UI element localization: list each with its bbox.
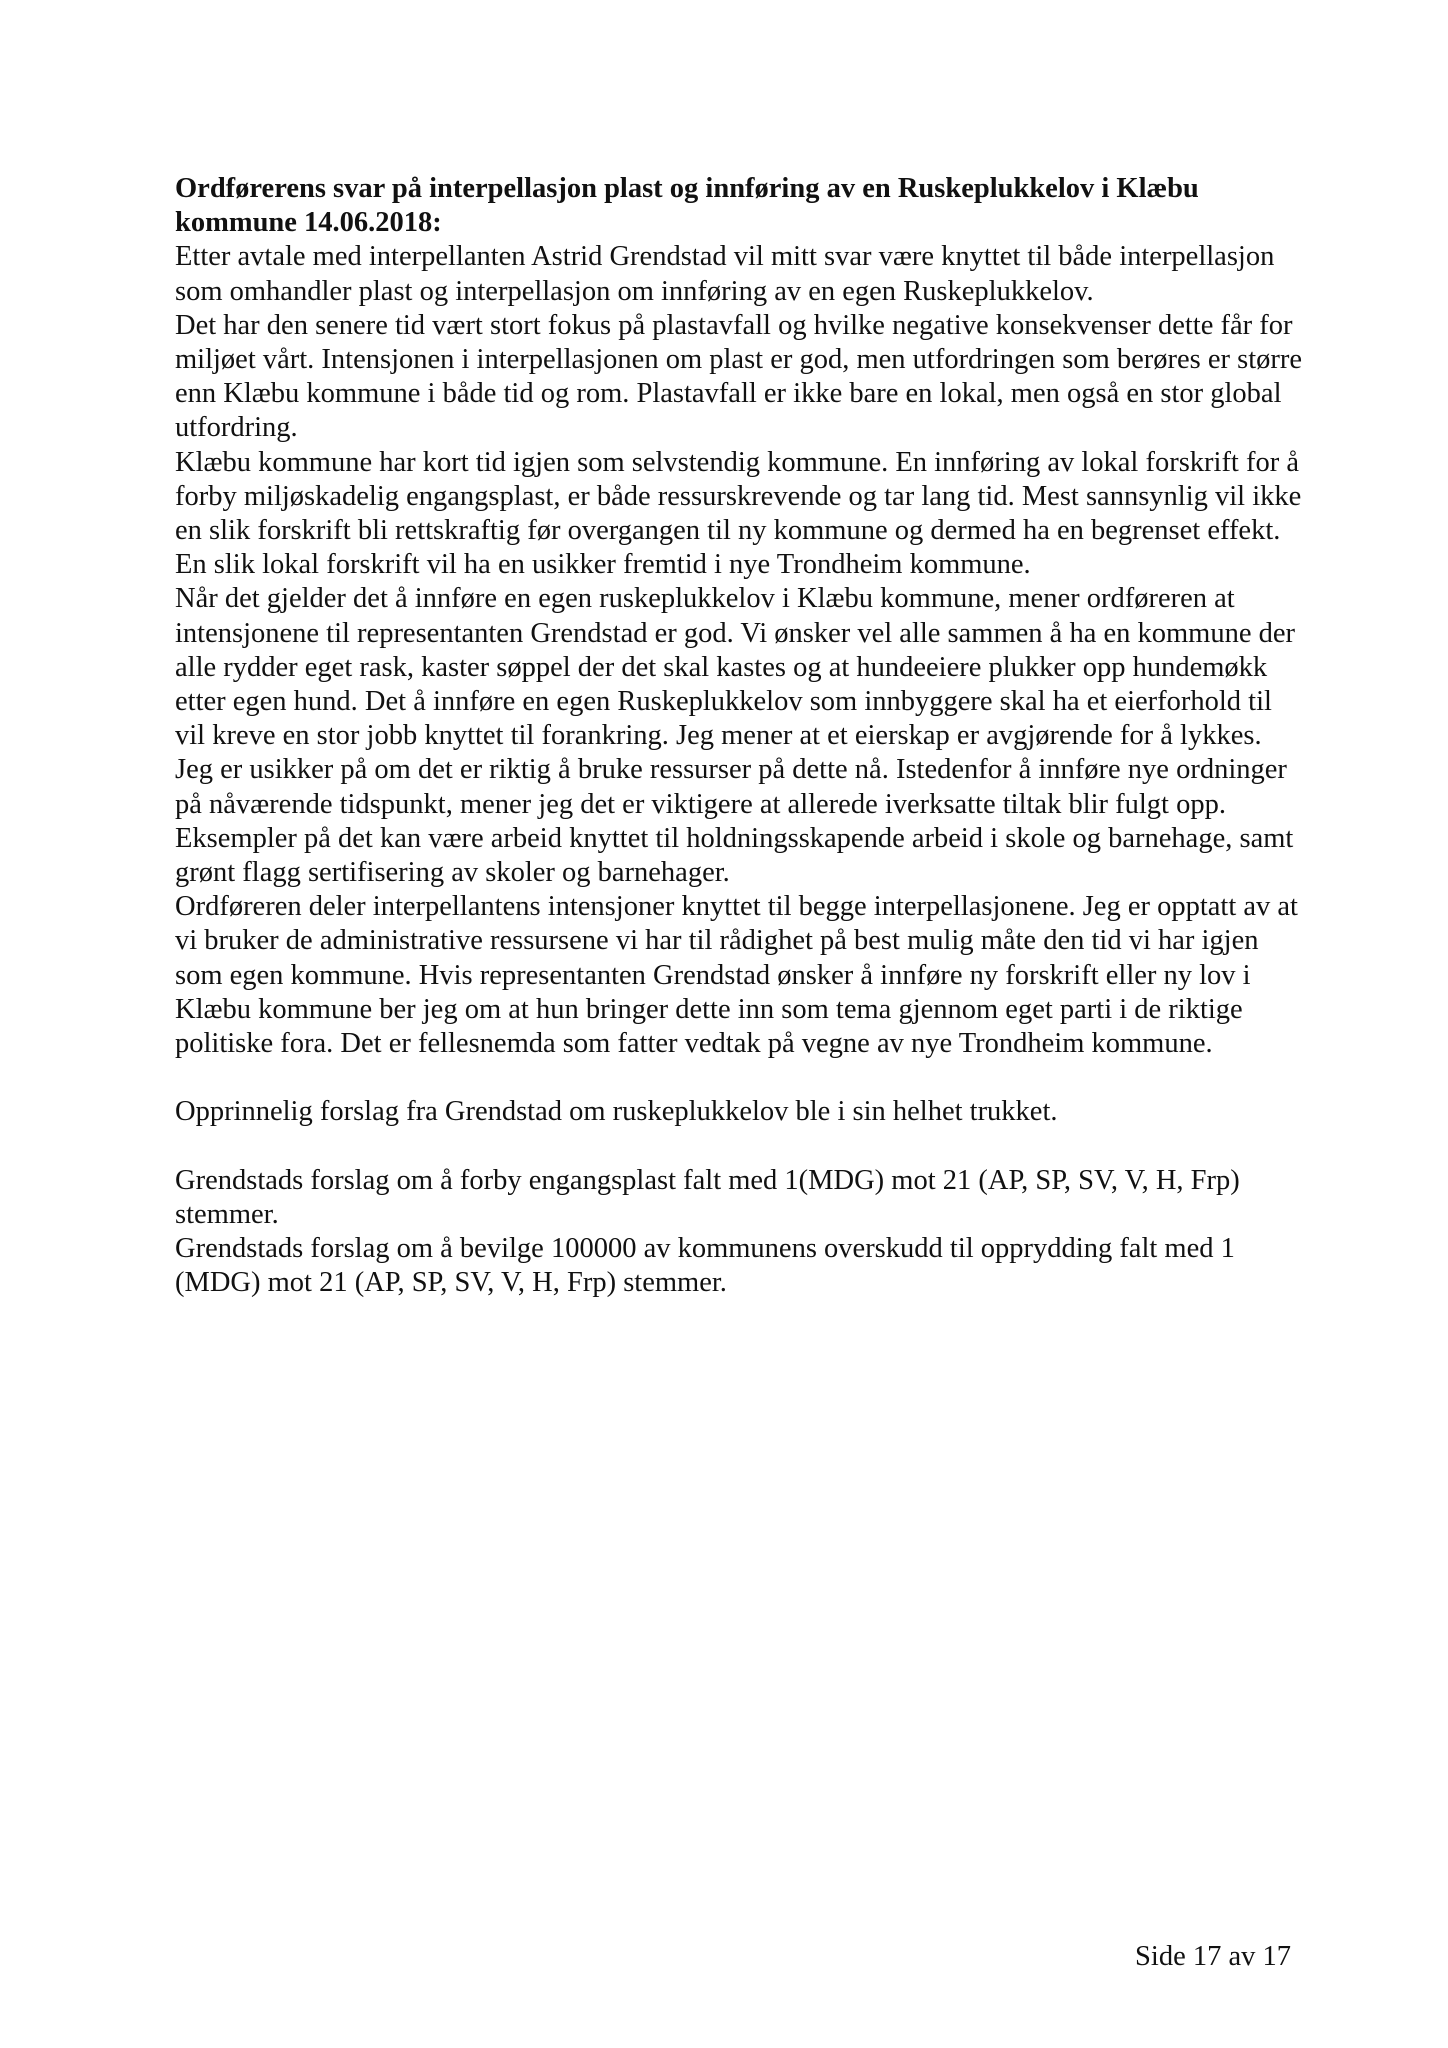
page-number: Side 17 av 17 [1135,1941,1291,1972]
document-body [175,172,1305,1301]
paragraph-litter-law: Når det gjelder det å innføre en egen ruskeplukkelov i Klæbu kommune, mener ordføreren at intensjonene til representanten Grendstad er god. Vi ønsker vel alle sammen å ha en kommune der alle rydder eget rask, kaster søppel der det skal kastes og at hundeeiere plukker opp hundemøkk etter egen hund. Det å innføre en egen Ruskeplukkelov som innbyggere skal ha et eierforhold til vil kreve en stor jobb knyttet til forankring. Jeg mener at et eierskap er avgjørende for å lykkes. Jeg er usikker på om det er riktig å bruke ressurser på dette nå. Istedenfor å innføre nye ordninger på nåværende tidspunkt, mener jeg det er viktigere at allerede iverksatte tiltak blir fulgt opp. Eksempler på det kan være arbeid knyttet til holdningsskapende arbeid i skole og barnehage, samt grønt flagg sertifisering av skoler og barnehager. [175,583,1295,889]
paragraph-plastic-focus: Det har den senere tid vært stort fokus på plastavfall og hvilke negative konsekvenser dette får for miljøet vårt. Intensjonen i interpellasjonen om plast er god, men utfordringen som berøres er større enn Klæbu kommune i både tid og rom. Plastavfall er ikke bare en lokal, men også en stor global utfordring. [175,309,1303,444]
document-title: Ordførerens svar på interpellasjon plast og innføring av en Ruskeplukkelov i Klæbu kommune 14.06.2018: [175,173,1199,239]
paragraph-vote-plastic-ban: Grendstads forslag om å forby engangsplast falt med 1(MDG) mot 21 (AP, SP, SV, V, H, Frp) stemmer. [175,1164,1240,1231]
paragraph-conclusion: Ordføreren deler interpellantens intensjoner knyttet til begge interpellasjonene. Jeg er opptatt av at vi bruker de administrative ressursene vi har til rådighet på best mulig måte den tid vi har igjen som egen kommune. Hvis representanten Grendstad ønsker å innføre ny forskrift eller ny lov i Klæbu kommune ber jeg om at hun bringer dette inn som tema gjennom eget parti i de riktige politiske fora. Det er fellesnemda som fatter vedtak på vegne av nye Trondheim kommune. [175,891,1298,1060]
paragraph-vote-cleanup-funding: Grendstads forslag om å bevilge 100000 av kommunens overskudd til opprydding falt med 1 (MDG) mot 21 (AP, SP, SV, V, H, Frp) stemmer. [175,1233,1235,1299]
paragraph-proposal-withdrawn: Opprinnelig forslag fra Grendstad om ruskeplukkelov ble i sin helhet trukket. [175,1096,1058,1128]
paragraph-agreement: Etter avtale med interpellanten Astrid Grendstad vil mitt svar være knyttet til både interpellasjon som omhandler plast og interpellasjon om innføring av en egen Ruskeplukkelov. [175,241,1275,307]
paragraph-local-regulation: Klæbu kommune har kort tid igjen som selvstendig kommune. En innføring av lokal forskrift for å forby miljøskadelig engangsplast, er både ressurskrevende og tar lang tid. Mest sannsynlig vil ikke en slik forskrift bli rettskraftig før overgangen til ny kommune og dermed ha en begrenset effekt. En slik lokal forskrift vil ha en usikker fremtid i nye Trondheim kommune. [175,446,1302,581]
